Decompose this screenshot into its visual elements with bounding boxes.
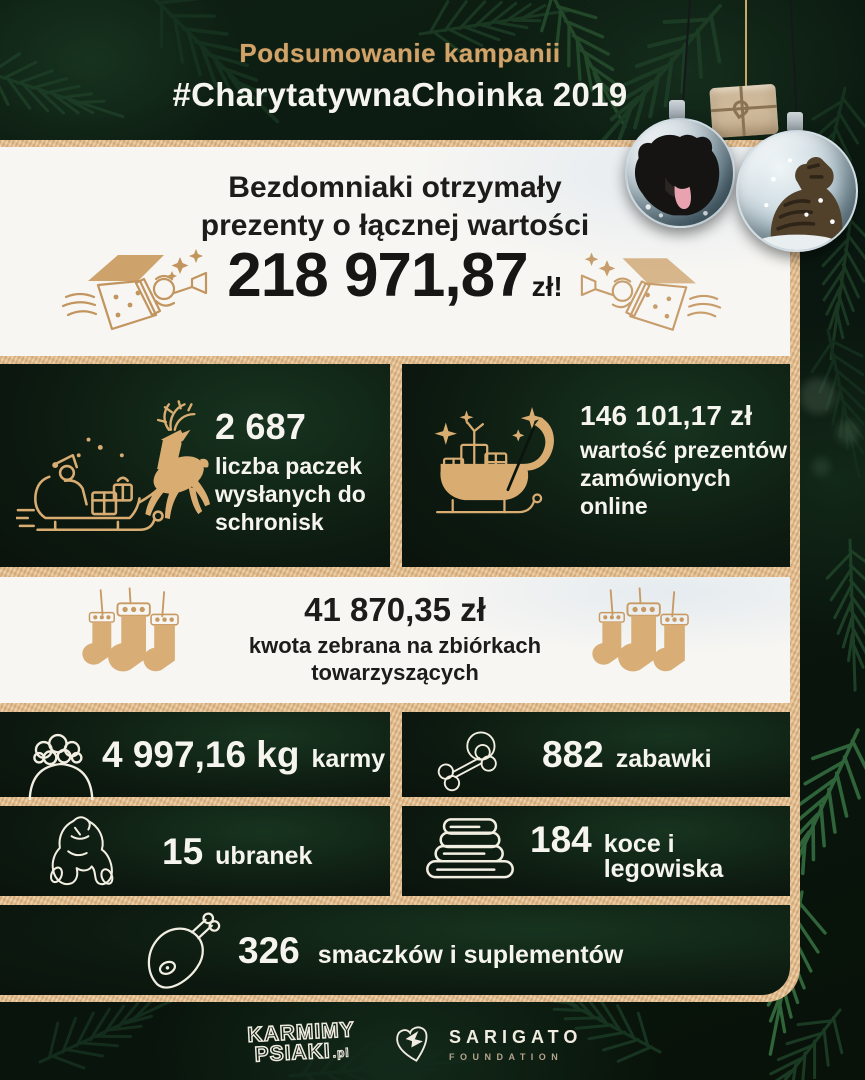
stat-packages-text (215, 406, 393, 536)
stat-value: 15 (162, 830, 204, 872)
angel-trumpet-icon (60, 245, 210, 340)
stat-collections-text (0, 591, 790, 686)
sarigato-name: SARIGATO (448, 1026, 583, 1047)
bokeh-light (836, 420, 860, 444)
sarigato-logo (391, 1021, 582, 1067)
stat-label: karmy (311, 745, 386, 773)
stat-value: 326 (238, 929, 300, 971)
stat-label: ubranek (215, 841, 313, 870)
stat-collections-panel (0, 577, 790, 703)
dog-clothes-icon (36, 811, 124, 895)
gift-bow (730, 97, 752, 119)
karmimy-logo-line2: PSIAKI.pl (253, 1039, 350, 1067)
stat-value: 41 870,35 zł (304, 591, 486, 628)
stat-value: 184 (530, 818, 592, 860)
stat-value: 4 997,16 kg (102, 734, 300, 775)
sleigh-with-gifts-icon (432, 390, 570, 536)
angel-trumpet-icon (578, 247, 723, 342)
hero-line1: Bezdomniaki otrzymały (228, 171, 562, 204)
gift-box-ornament (709, 84, 778, 138)
stat-treats-text (238, 905, 623, 995)
stat-clothes-panel (0, 806, 390, 896)
stat-food-panel (0, 712, 390, 797)
stat-label: koce i legowiska (603, 829, 724, 883)
sarigato-heart-bird-icon (391, 1021, 437, 1067)
stat-packages-panel (0, 364, 390, 567)
stat-label: smaczków i suplementów (317, 940, 624, 969)
gift-string (745, 0, 747, 90)
ham-treat-icon (140, 909, 226, 997)
santa-sleigh-reindeer-icon (16, 400, 212, 538)
black-dog-icon (627, 120, 733, 226)
stat-label: kwota zebrana na zbiórkach towarzyszących (248, 633, 542, 685)
stat-value: 882 (542, 734, 604, 775)
stat-blankets-panel (402, 806, 790, 896)
stat-online-value-panel (402, 364, 790, 567)
dog-bauble-photo (625, 118, 735, 228)
stat-clothes-text (162, 806, 312, 896)
tabby-cat-icon (738, 132, 856, 250)
footer (0, 1012, 830, 1076)
bokeh-light (800, 378, 836, 414)
dog-food-bowl-icon (20, 728, 102, 800)
stat-online-value-text (580, 400, 798, 520)
bokeh-light (812, 458, 830, 476)
sarigato-text (449, 1027, 582, 1062)
hero-line2: prezenty o łącznej wartości (200, 209, 590, 242)
campaign-title: #CharytatywnaChoinka 2019 (172, 76, 628, 113)
gold-frame (0, 140, 800, 1002)
stat-value: 2 687 (215, 406, 307, 447)
bauble-cap (787, 112, 803, 132)
sarigato-subtitle: FOUNDATION (448, 1051, 564, 1062)
stat-treats-panel (0, 905, 790, 995)
karmimy-logo-suffix: .pl (331, 1045, 350, 1061)
stat-label: zabawki (615, 745, 712, 773)
stat-label: liczba paczek wysłanych do schronisk (215, 453, 366, 535)
stat-toys-panel (402, 712, 790, 797)
stat-food-text (102, 712, 385, 797)
total-amount-value: 218 971,87 (227, 241, 528, 310)
stat-label: wartość prezentów zamówionych online (580, 437, 788, 519)
campaign-subtitle: Podsumowanie kampanii (239, 38, 561, 68)
cat-bauble-photo (736, 130, 858, 252)
karmimy-logo-line1: KARMIMY (246, 1018, 355, 1047)
bauble-cap (669, 100, 685, 120)
stat-blankets-text (530, 806, 790, 896)
stat-toys-text (542, 712, 712, 797)
blankets-stack-icon (422, 816, 518, 888)
total-amount-suffix: zł! (531, 271, 563, 302)
dog-bone-toy-icon (418, 726, 518, 792)
stat-value: 146 101,17 zł (580, 400, 753, 431)
karmimy-psiaki-logo (247, 1020, 356, 1068)
